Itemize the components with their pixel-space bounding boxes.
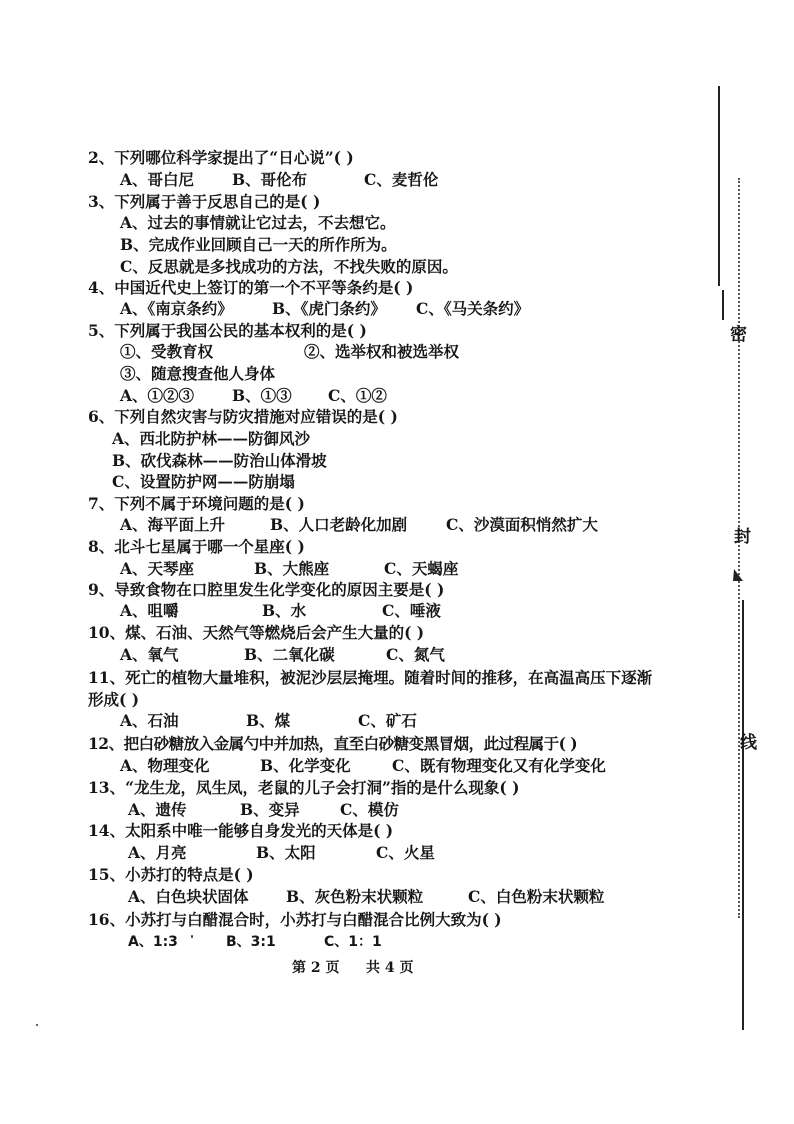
question-6-option-b: B、砍伐森林——防治山体滑坡 <box>112 451 327 470</box>
option-c: C、白色粉末状颗粒 <box>468 887 605 906</box>
binding-line-bottom <box>742 600 744 1030</box>
option-c: C、矿石 <box>358 711 417 730</box>
option-a: A、物理变化 <box>120 756 210 775</box>
question-14-stem: 14、太阳系中唯一能够自身发光的天体是( ) <box>88 821 394 840</box>
option-c: C、火星 <box>376 843 435 862</box>
question-3-option-a: A、过去的事情就让它过去，不去想它。 <box>120 213 396 232</box>
binding-line-mark <box>722 290 724 320</box>
option-c: C、既有物理变化又有化学变化 <box>392 756 606 775</box>
option-b: B、水 <box>262 601 307 620</box>
margin-triangle-icon <box>732 568 744 582</box>
item-3: ③、随意搜查他人身体 <box>120 364 276 383</box>
option-a: A、白色块状固体 <box>128 887 249 906</box>
option-a: A、天琴座 <box>120 559 195 578</box>
option-b: B、灰色粉末状颗粒 <box>286 887 424 906</box>
option-b: B、人口老龄化加剧 <box>270 515 408 534</box>
question-6-stem: 6、下列自然灾害与防灾措施对应错误的是( ) <box>88 407 398 426</box>
option-a: A、哥白尼 <box>120 170 195 189</box>
option-c: C、天蝎座 <box>384 559 459 578</box>
question-3-stem: 3、下列属于善于反思自己的是( ) <box>88 192 321 211</box>
option-c: C、唾液 <box>382 601 441 620</box>
option-a: A、氧气 <box>120 645 179 664</box>
binding-dotted-line <box>738 178 740 918</box>
question-3-option-c: C、反思就是多找成功的方法，不找失败的原因。 <box>120 257 458 276</box>
margin-mark-feng: 封 <box>734 527 751 547</box>
question-6-option-a: A、西北防护林——防御风沙 <box>112 429 311 448</box>
item-2: ②、选举权和被选举权 <box>304 342 460 361</box>
option-b: B、化学变化 <box>260 756 351 775</box>
item-1: ①、受教育权 <box>120 342 214 361</box>
question-7-stem: 7、下列不属于环境问题的是( ) <box>88 494 305 513</box>
question-13-stem: 13、“龙生龙，凤生凤，老鼠的儿子会打洞”指的是什么现象( ) <box>88 778 520 797</box>
margin-mark-mi: 密 <box>730 325 747 345</box>
question-9-stem: 9、导致食物在口腔里发生化学变化的原因主要是( ) <box>88 580 445 599</box>
option-a: A、1:3 <box>128 934 178 950</box>
question-4-stem: 4、中国近代史上签订的第一个不平等条约是( ) <box>88 278 414 297</box>
option-b: B、3:1 <box>226 934 276 950</box>
margin-mark-xian: 线 <box>740 733 757 753</box>
option-b: B、哥伦布 <box>232 170 308 189</box>
question-16-stem: 16、小苏打与白醋混合时，小苏打与白醋混合比例大致为( ) <box>88 910 502 929</box>
page-total: 共 4 页 <box>366 960 414 976</box>
option-c: C、麦哲伦 <box>364 170 439 189</box>
option-a: A、海平面上升 <box>120 515 226 534</box>
option-a: A、遗传 <box>128 800 187 819</box>
option-c: C、氮气 <box>386 645 445 664</box>
option-c: C、①② <box>328 386 387 405</box>
option-a: A、①②③ <box>120 386 195 405</box>
option-c: C、1：1 <box>324 934 382 950</box>
question-8-stem: 8、北斗七星属于哪一个星座( ) <box>88 537 305 556</box>
option-b: B、大熊座 <box>254 559 330 578</box>
option-a: A、月亮 <box>128 843 187 862</box>
option-a: A、《南京条约》 <box>120 299 233 318</box>
option-c: C、沙漠面积悄然扩大 <box>446 515 598 534</box>
option-c: C、模仿 <box>340 800 399 819</box>
option-b: B、变异 <box>240 800 300 819</box>
option-b: B、二氧化碳 <box>244 645 335 664</box>
question-10-stem: 10、煤、石油、天然气等燃烧后会产生大量的( ) <box>88 623 425 642</box>
option-a: A、石油 <box>120 711 179 730</box>
option-b: B、《虎门条约》 <box>272 299 386 318</box>
option-c: C、《马关条约》 <box>416 299 530 318</box>
page-number: 第 2 页 <box>292 960 340 976</box>
option-b: B、①③ <box>232 386 292 405</box>
question-6-option-c: C、设置防护网——防崩塌 <box>112 472 295 491</box>
scan-speck <box>191 935 193 938</box>
question-11-stem: 11、死亡的植物大量堆积，被泥沙层层掩埋。随着时间的推移，在高温高压下逐渐形成( ) <box>88 668 653 709</box>
question-5-stem: 5、下列属于我国公民的基本权利的是( ) <box>88 321 367 340</box>
scan-speck <box>36 1024 38 1026</box>
option-b: B、煤 <box>246 711 291 730</box>
question-3-option-b: B、完成作业回顾自己一天的所作所为。 <box>120 235 397 254</box>
option-a: A、咀嚼 <box>120 601 179 620</box>
question-2-stem: 2、下列哪位科学家提出了“日心说”( ) <box>88 148 354 167</box>
question-15-stem: 15、小苏打的特点是( ) <box>88 865 254 884</box>
question-12-stem: 12、把白砂糖放入金属勺中并加热，直至白砂糖变黑冒烟，此过程属于( ) <box>88 734 578 753</box>
option-b: B、太阳 <box>256 843 316 862</box>
binding-line-top <box>718 86 720 286</box>
